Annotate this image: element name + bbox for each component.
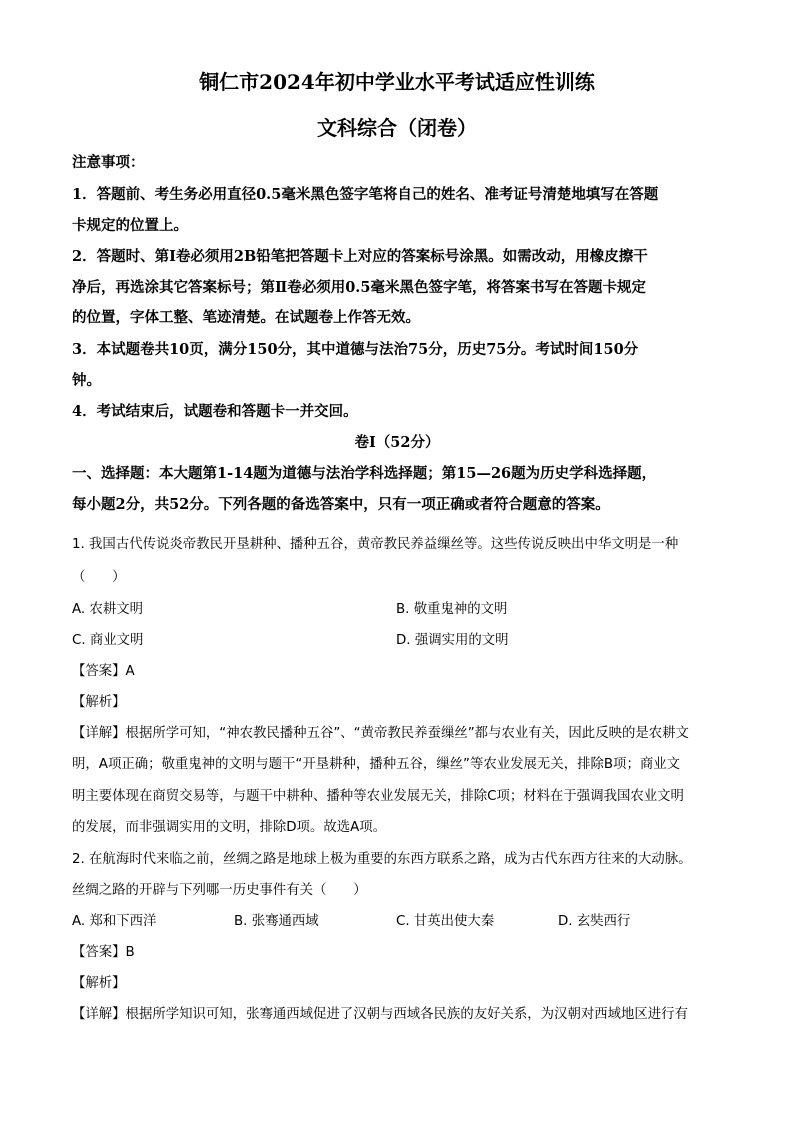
- notice-line: 卡规定的位置上。: [72, 217, 188, 234]
- question-2-stem-line: 丝绸之路的开辟与下列哪一历史事件有关（ ）: [72, 883, 367, 898]
- notice-heading: 注意事项：: [72, 154, 145, 171]
- question-1-blank: （ ）: [72, 570, 126, 585]
- notice-line: 4．考试结束后，试题卷和答题卡一并交回。: [72, 403, 358, 420]
- question-1-detail-line: 的发展，而非强调实用的文明，排除D项。故选A项。: [72, 820, 387, 835]
- question-1-analysis-label: 【解析】: [72, 695, 126, 710]
- question-1-stem: 1. 我国古代传说炎帝教民开垦耕种、播种五谷，黄帝教民养益缫丝等。这些传说反映出中华文明是一种: [72, 537, 679, 552]
- question-1-detail-line: 【详解】根据所学可知，“神农教民播种五谷”、“黄帝教民养蚕缫丝”都与农业有关，因此反映的是农耕文: [72, 726, 689, 741]
- question-2-stem-line: 2. 在航海时代来临之前，丝绸之路是地球上极为重要的东西方联系之路，成为古代东西方往来的大动脉。: [72, 852, 692, 867]
- question-1-option-c: C. 商业文明: [72, 633, 144, 648]
- section-intro-line: 每小题2分，共52分。下列各题的备选答案中，只有一项正确或者符合题意的答案。: [72, 496, 610, 513]
- section-intro-line: 一、选择题：本大题第1-14题为道德与法治学科选择题；第15—26题为历史学科选择题，: [72, 465, 657, 482]
- question-1-option-b: B. 敬重鬼神的文明: [396, 602, 508, 617]
- question-2-option-c: C. 甘英出使大秦: [396, 914, 495, 929]
- notice-line: 净后，再选涂其它答案标号；第Ⅱ卷必须用0.5毫米黑色签字笔，将答案书写在答题卡规定: [72, 279, 646, 296]
- question-2-option-d: D. 玄奘西行: [558, 914, 631, 929]
- question-1-answer: 【答案】A: [72, 664, 135, 679]
- notice-line: 2．答题时、第Ⅰ卷必须用2B铅笔把答题卡上对应的答案标号涂黑。如需改动，用橡皮擦干: [72, 248, 648, 265]
- question-2-answer: 【答案】B: [72, 945, 135, 960]
- question-1-option-a: A. 农耕文明: [72, 602, 143, 617]
- notice-line: 3．本试题卷共10页，满分150分，其中道德与法治75分，历史75分。考试时间150分: [72, 341, 639, 358]
- page-subtitle: 文科综合（闭卷）: [317, 116, 477, 140]
- question-2-option-b: B. 张骞通西域: [234, 914, 319, 929]
- question-1-detail-line: 明主要体现在商贸交易等，与题干中耕种、播种等农业发展无关，排除C项；材料在于强调我国农业文明: [72, 789, 684, 804]
- question-1-detail-line: 明，A项正确；敬重鬼神的文明与题干“开垦耕种，播种五谷，缫丝”等农业发展无关，排除B项；商业文: [72, 757, 681, 772]
- page-title: 铜仁市2024年初中学业水平考试适应性训练: [199, 70, 595, 94]
- question-2-analysis-label: 【解析】: [72, 976, 126, 991]
- question-1-option-d: D. 强调实用的文明: [396, 633, 509, 648]
- notice-line: 钟。: [72, 372, 101, 389]
- question-2-option-a: A. 郑和下西洋: [72, 914, 157, 929]
- notice-line: 的位置，字体工整、笔迹清楚。在试题卷上作答无效。: [72, 309, 420, 326]
- section-title: 卷Ⅰ（52分）: [354, 434, 440, 451]
- question-2-detail-line: 【详解】根据所学知识可知，张骞通西域促进了汉朝与西域各民族的友好关系，为汉朝对西域地区进行有: [72, 1007, 688, 1022]
- notice-line: 1．答题前、考生务必用直径0.5毫米黑色签字笔将自己的姓名、准考证号清楚地填写在答题: [72, 186, 659, 203]
